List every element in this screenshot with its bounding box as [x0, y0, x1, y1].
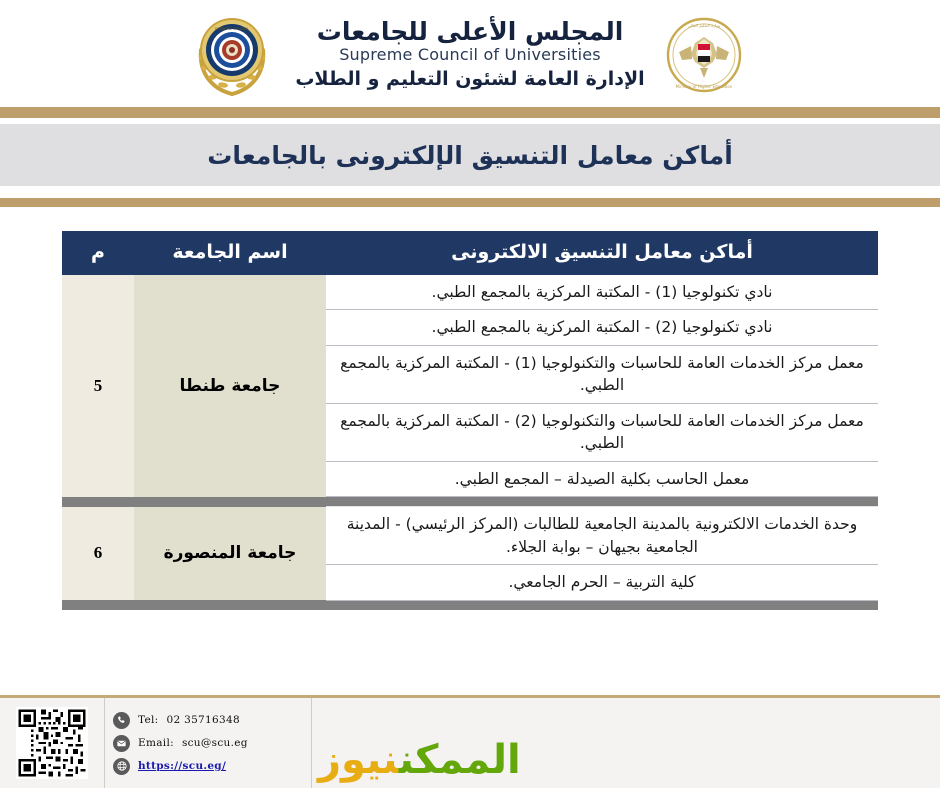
gold-divider-top: [0, 107, 940, 118]
svg-text:وزارة التعليم العالي: وزارة التعليم العالي: [687, 22, 720, 28]
watermark-part-green: الممكن: [398, 737, 521, 783]
page-title-banner: [0, 124, 940, 186]
page-footer: [0, 695, 940, 788]
group-separator: [62, 600, 878, 610]
phone-icon: [113, 712, 130, 729]
cell-place: نادي تكنولوجيا (2) - المكتبة المركزية بالمجمع الطبي.: [326, 310, 878, 345]
table-row: [62, 507, 878, 565]
table-container: [62, 231, 878, 610]
table-head: [62, 231, 878, 275]
cell-university-name: جامعة طنطا: [134, 275, 326, 497]
page-title: أماكن معامل التنسيق الإلكترونى بالجامعات: [207, 140, 733, 170]
contact-tel-value: 02 35716348: [166, 714, 240, 726]
supreme-council-of-universities-emblem-icon: [197, 10, 275, 98]
contact-row-email: [113, 735, 303, 752]
footer-contact-block: [104, 698, 312, 788]
footer-brand-area: [312, 698, 940, 788]
spacer-below-banner: [0, 186, 940, 198]
page-header: [0, 0, 940, 107]
table-row: [62, 275, 878, 310]
contact-email-value: scu@scu.eg: [181, 737, 248, 749]
department-subtitle-arabic: الإدارة العامة لشئون التعليم و الطلاب: [295, 67, 645, 90]
coordination-labs-table: [62, 231, 878, 610]
council-title-english: Supreme Council of Universities: [339, 45, 601, 65]
almomken-news-watermark: [318, 737, 521, 783]
content-area: [0, 207, 940, 678]
ministry-of-higher-education-emblem-icon: [665, 10, 743, 98]
globe-icon: [113, 758, 130, 775]
contact-tel-label: Tel:: [138, 714, 159, 726]
footer-qr-area: [0, 698, 104, 788]
column-header-places: أماكن معامل التنسيق الالكترونى: [326, 231, 878, 275]
table-header-row: [62, 231, 878, 275]
cell-place: كلية التربية – الحرم الجامعي.: [326, 565, 878, 600]
council-title-arabic: المجلس الأعلى للجامعات: [316, 16, 624, 46]
column-header-number: م: [62, 231, 134, 275]
column-header-university: اسم الجامعة: [134, 231, 326, 275]
cell-row-number: 6: [62, 507, 134, 600]
watermark-part-gold: نيوز: [318, 737, 399, 783]
qr-code[interactable]: [16, 707, 88, 779]
cell-university-name: جامعة المنصورة: [134, 507, 326, 600]
cell-place: نادي تكنولوجيا (1) - المكتبة المركزية بالمجمع الطبي.: [326, 275, 878, 310]
group-separator-bar: [62, 600, 878, 610]
gold-divider-bottom: [0, 198, 940, 207]
cell-place: معمل مركز الخدمات العامة للحاسبات والتكنولوجيا (2) - المكتبة المركزية بالمجمع الطبي.: [326, 403, 878, 461]
contact-website-link[interactable]: https://scu.eg/: [138, 760, 227, 772]
contact-row-telephone: [113, 712, 303, 729]
header-title-block: [291, 17, 648, 91]
svg-text:SUPREME COUNCIL: SUPREME COUNCIL: [215, 26, 250, 31]
envelope-icon: [113, 735, 130, 752]
contact-email-label: Email:: [138, 737, 174, 749]
contact-row-website: [113, 758, 303, 775]
group-separator-bar: [62, 497, 878, 507]
cell-place: معمل مركز الخدمات العامة للحاسبات والتكنولوجيا (1) - المكتبة المركزية بالمجمع الطبي.: [326, 345, 878, 403]
table-body: [62, 275, 878, 610]
group-separator: [62, 497, 878, 507]
cell-place: وحدة الخدمات الالكترونية بالمدينة الجامعية للطالبات (المركز الرئيسي) - المدينة الجامعية بجيهان – بوابة الجلاء.: [326, 507, 878, 565]
cell-place: معمل الحاسب بكلية الصيدلة – المجمع الطبي.: [326, 461, 878, 496]
svg-text:Ministry of Higher Education: Ministry of Higher Education: [675, 83, 733, 89]
cell-row-number: 5: [62, 275, 134, 497]
